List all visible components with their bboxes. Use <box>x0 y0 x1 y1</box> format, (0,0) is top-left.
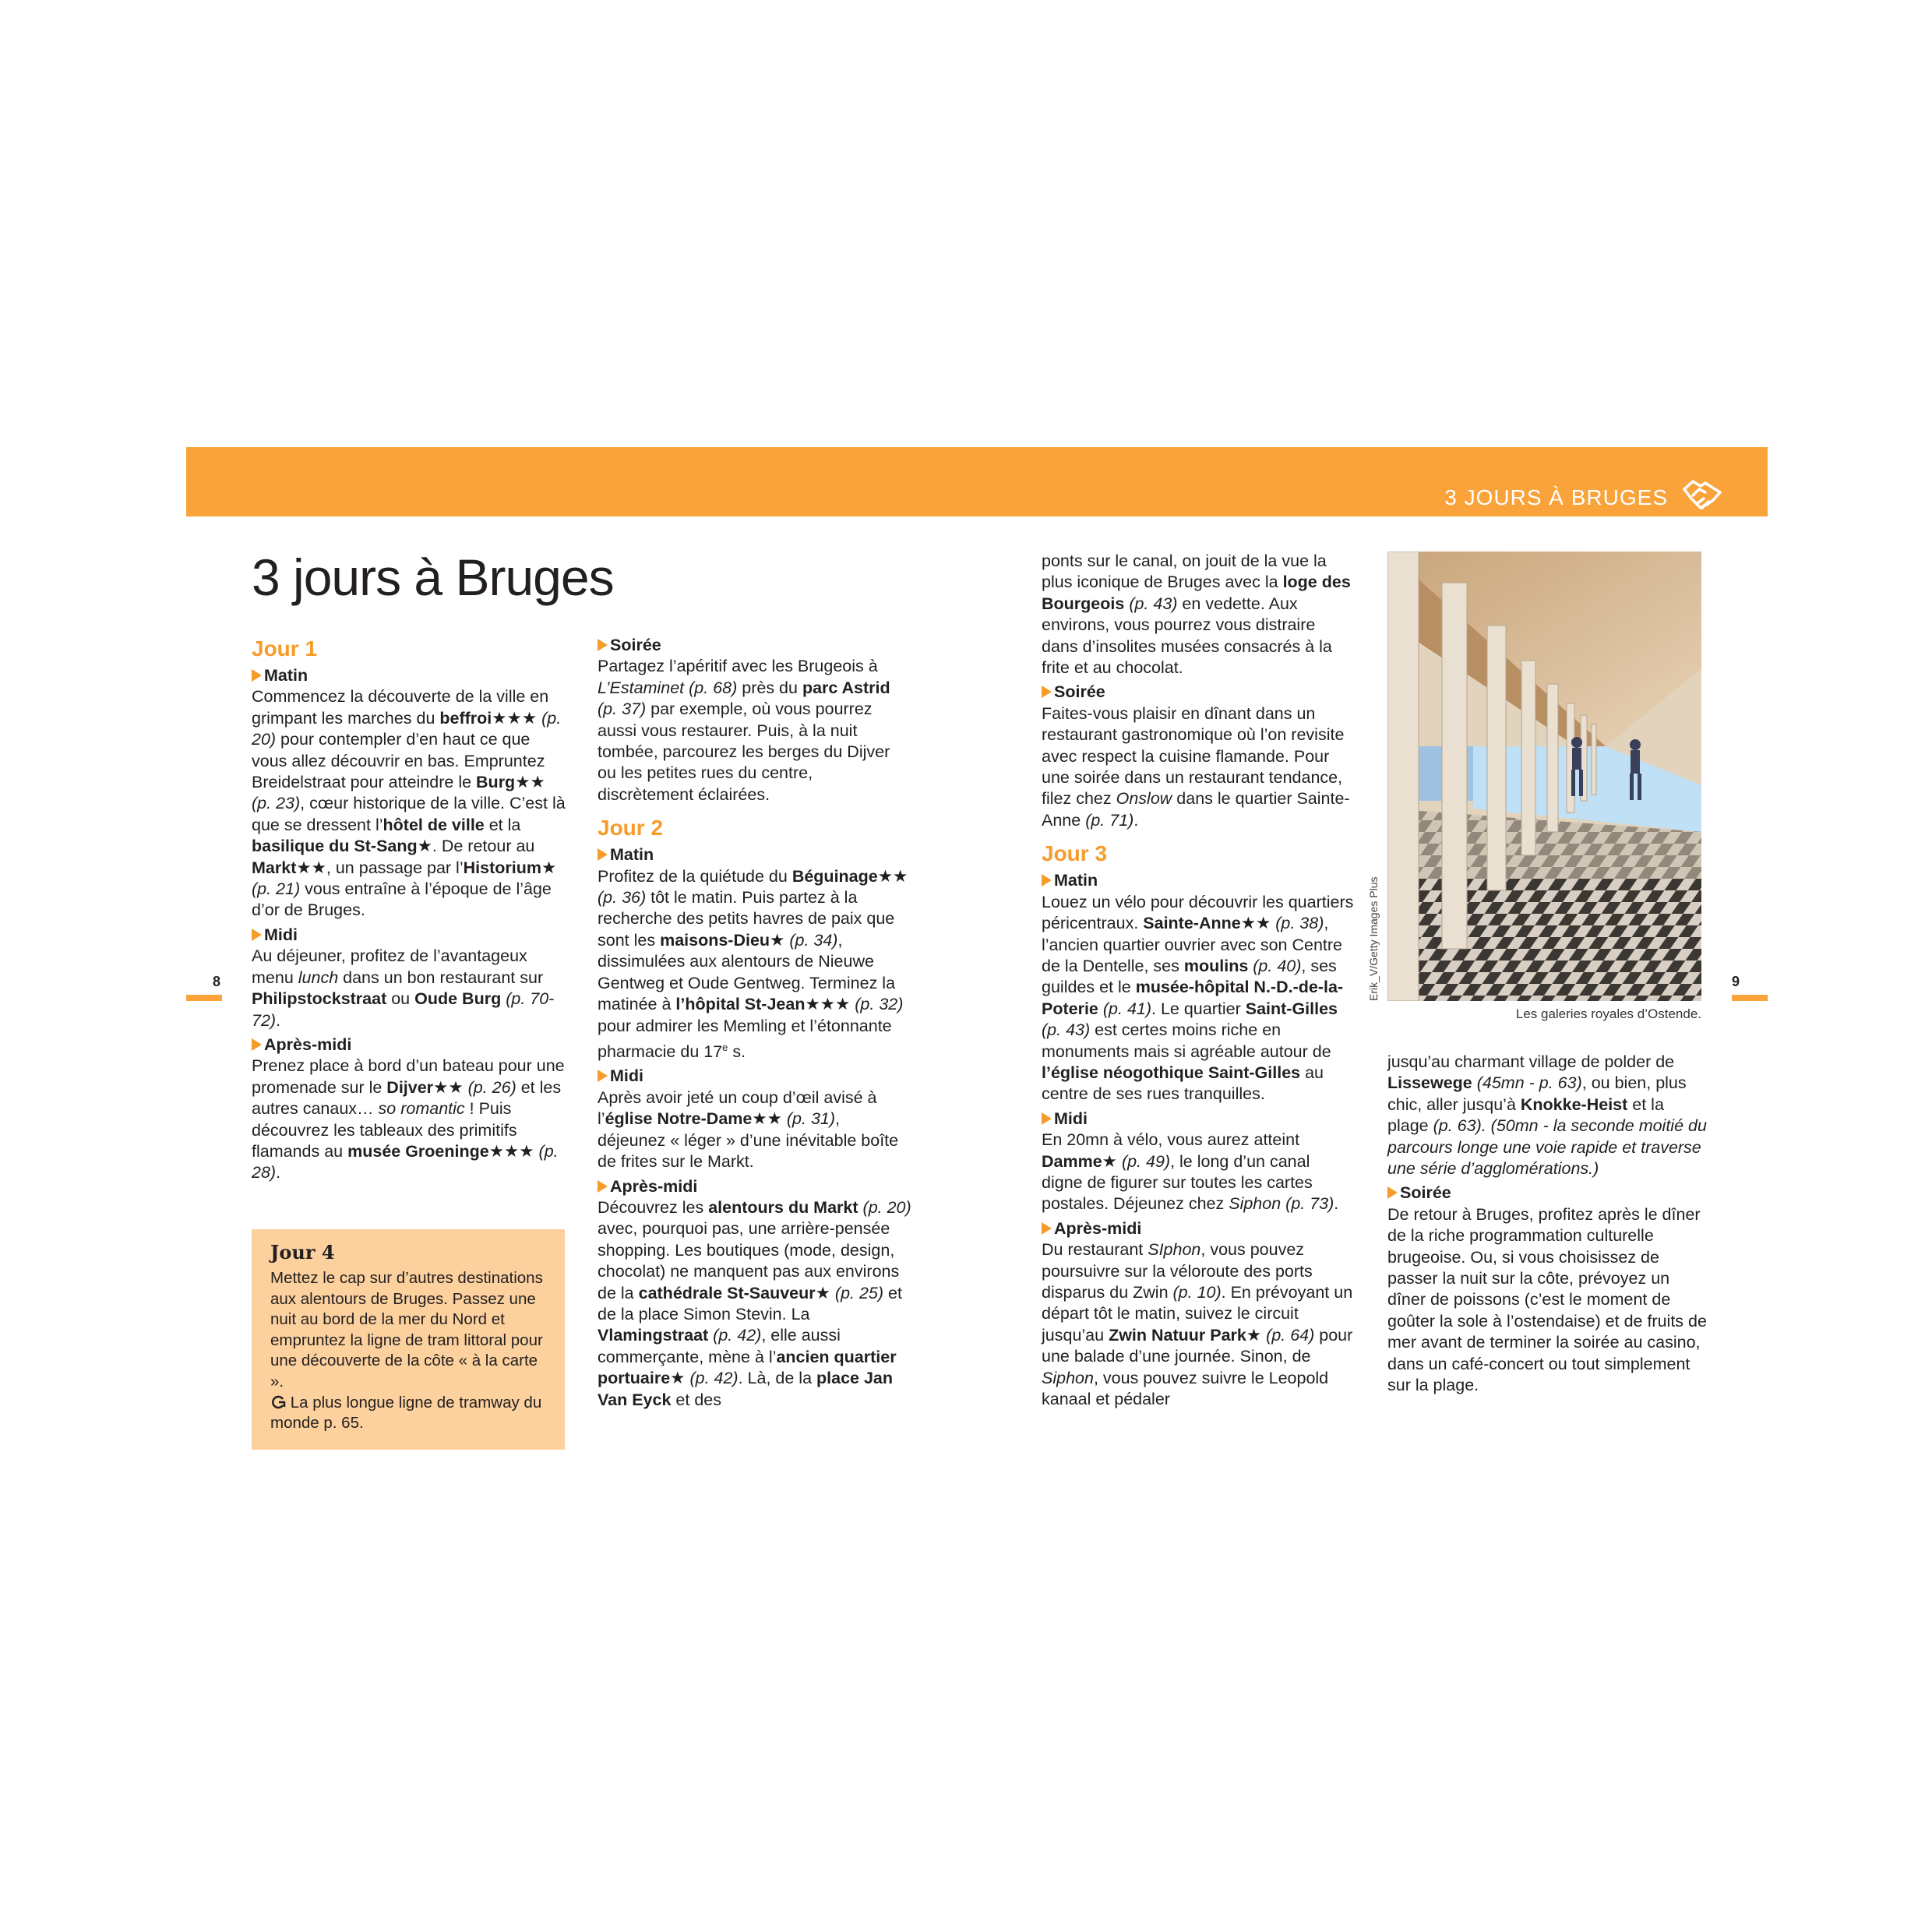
column-3 <box>1042 551 1355 1410</box>
running-header-title: 3 JOURS À BRUGES <box>1444 485 1668 509</box>
paragraph: Découvrez les alentours du Markt (p. 20) avec, pourquoi pas, une arrière-pensée shopping. Les boutiques (mode, design, chocolat) ne manquent pas aux environs de la cathédrale St-Sauveur★ (p. 25) et de la place Simon Stevin. La Vlamingstraat (p. 42), elle aussi commerçante, mène à l’ancien quartier portuaire★ (p. 42). Là, de la place Jan Van Eyck et des <box>598 1197 911 1409</box>
paragraph: Louez un vélo pour découvrir les quartiers péricentraux. Sainte-Anne★★ (p. 38), l’ancien quartier ouvrier avec son Centre de la Dentelle, ses moulins (p. 40), ses guildes et le musée-hôpital N.-D.-de-la-Poterie (p. 41). Le quartier Saint-Gilles (p. 43) est certes moins riche en monuments mais si agréable autour de l’église néogothique Saint-Gilles au centre de ses rues tranquilles. <box>1042 892 1354 1104</box>
matin-heading: Matin <box>1042 870 1355 891</box>
apres-midi-heading: Après-midi <box>598 1176 912 1197</box>
triangle-bullet-icon <box>1042 1222 1052 1235</box>
page-tab-right <box>1732 995 1768 1001</box>
handshake-icon <box>1682 478 1722 513</box>
paragraph: jusqu’au charmant village de polder de Lissewege (45mn - p. 63), ou bien, plus chic, aller jusqu’à Knokke-Heist et la plage (p. 63). (50mn - la seconde moitié du parcours longe une voie rapide et traverse une série d’agglomérations.) <box>1387 1052 1707 1179</box>
paragraph: En 20mn à vélo, vous aurez atteint Damme★ (p. 49), le long d’un canal digne de figurer sur toutes les cartes postales. Déjeunez chez Siphon (p. 73). <box>1042 1130 1339 1214</box>
box-note: La plus longue ligne de tramway du monde p. 65. <box>270 1393 542 1433</box>
triangle-bullet-icon <box>598 1070 608 1082</box>
page-number-right: 9 <box>1732 974 1740 989</box>
paragraph: Commencez la découverte de la ville en grimpant les marches du beffroi★★★ (p. 20) pour contempler d’en haut ce que vous allez découvrir en bas. Empruntez Breidelstraat pour atteindre le Burg★★ (p. 23), cœur historique de la ville. C’est là que se dressent l’hôtel de ville et la basilique du St-Sang★. De retour au Markt★★, un passage par l’Historium★ (p. 21) vous entraîne à l’époque de l’âge d’or de Bruges. <box>252 687 566 920</box>
paragraph: ponts sur le canal, on jouit de la vue la plus iconique de Bruges avec la loge des Bourgeois (p. 43) en vedette. Aux environs, vous pourrez vous distraire dans d’insolites musées consacrés à la frite et au chocolat. <box>1042 552 1351 678</box>
soiree-heading: Soirée <box>1387 1183 1707 1204</box>
photo-caption: Les galeries royales d’Ostende. <box>1515 1006 1701 1021</box>
triangle-bullet-icon <box>252 669 262 682</box>
box-text: Mettez le cap sur d’autres destinations aux alentours de Bruges. Passez une nuit au bord de la mer du Nord et empruntez la ligne de tram littoral pour une découverte de la côte « à la carte ». <box>270 1269 543 1390</box>
paragraph: Profitez de la quiétude du Béguinage★★ (p. 36) tôt le matin. Puis partez à la recherche des petits havres de paix que sont les maisons-Dieu★ (p. 34), dissimulées aux alentours de Nieuwe Gentweg et Oude Gentweg. Terminez la matinée à l’hôpital St-Jean★★★ (p. 32) pour admirer les Memling et l’étonnante pharmacie du 17e s. <box>598 866 908 1062</box>
paragraph: De retour à Bruges, profitez après le dîner de la riche programmation culturelle brugeoise. Ou, si vous choisissez de passer la nuit sur la côte, prévoyez un dîner de poissons (c’est le moment de goûter la sole à l’ostendaise) et de fruits de mer avant de terminer la soirée au casino, dans un café-concert ou tout simplement sur la plage. <box>1387 1204 1707 1395</box>
soiree-heading: Soirée <box>1042 682 1355 703</box>
column-4 <box>1387 1052 1707 1397</box>
paragraph: Faites-vous plaisir en dînant dans un restaurant gastronomique où l’on revisite avec respect la cuisine flamande. Pour une soirée dans un restaurant tendance, filez chez Onslow dans le quartier Sainte-Anne (p. 71). <box>1042 703 1350 830</box>
triangle-bullet-icon <box>1042 686 1052 698</box>
triangle-bullet-icon <box>598 639 608 651</box>
page-number-left: 8 <box>213 974 221 989</box>
paragraph: Au déjeuner, profitez de l’avantageux menu lunch dans un bon restaurant sur Philipstockstraat ou Oude Burg (p. 70-72). <box>252 946 555 1030</box>
page-tab-left <box>186 995 222 1001</box>
apres-midi-heading: Après-midi <box>1042 1218 1355 1239</box>
paragraph: Partagez l’apéritif avec les Brugeois à L’Estaminet (p. 68) près du parc Astrid (p. 37) par exemple, où vous pourrez aussi vous restaurer. Puis, à la nuit tombée, parcourez les berges du Dijver ou les petites rues du centre, discrètement éclairées. <box>598 657 890 804</box>
paragraph: Du restaurant SIphon, vous pouvez poursuivre sur la véloroute des ports disparus du Zwin (p. 10). En prévoyant un départ tôt le matin, suivez le circuit jusqu’au Zwin Natuur Park★ (p. 64) pour une balade d’une journée. Sinon, de Siphon, vous pouvez suivre le Leopold kanaal et pédaler <box>1042 1240 1353 1409</box>
page-title: 3 jours à Bruges <box>252 548 614 606</box>
jour-4-box <box>252 1229 565 1450</box>
triangle-bullet-icon <box>1387 1186 1398 1199</box>
midi-heading: Midi <box>252 925 566 946</box>
day-3-heading: Jour 3 <box>1042 841 1108 866</box>
triangle-bullet-icon <box>1042 874 1052 886</box>
photo-galeries-royales <box>1387 552 1701 1001</box>
photo-credit: Erik_V/Getty Images Plus <box>1367 876 1380 1001</box>
apres-midi-heading: Après-midi <box>252 1034 566 1056</box>
header-banner <box>186 447 1768 516</box>
paragraph: Après avoir jeté un coup d’œil avisé à l’église Notre-Dame★★ (p. 31), déjeunez « léger » d’une inévitable boîte de frites sur le Markt. <box>598 1087 899 1172</box>
triangle-bullet-icon <box>598 1180 608 1193</box>
matin-heading: Matin <box>252 665 566 686</box>
paragraph: Prenez place à bord d’un bateau pour une promenade sur le Dijver★★ (p. 26) et les autres canaux… so romantic ! Puis découvrez les tableaux des primitifs flamands au musée Groeninge★★★ (p. 28). <box>252 1056 565 1183</box>
midi-heading: Midi <box>598 1066 912 1087</box>
triangle-bullet-icon <box>252 1038 262 1051</box>
triangle-bullet-icon <box>1042 1112 1052 1125</box>
soiree-heading: Soirée <box>598 635 912 656</box>
triangle-bullet-icon <box>598 848 608 861</box>
day-2-heading: Jour 2 <box>598 816 664 841</box>
column-2 <box>598 635 912 1411</box>
triangle-bullet-icon <box>252 929 262 941</box>
box-title: Jour 4 <box>270 1241 335 1264</box>
arrow-curl-icon <box>270 1395 286 1409</box>
day-1-heading: Jour 1 <box>252 636 318 661</box>
midi-heading: Midi <box>1042 1109 1355 1130</box>
matin-heading: Matin <box>598 844 912 865</box>
column-1 <box>252 631 566 1184</box>
